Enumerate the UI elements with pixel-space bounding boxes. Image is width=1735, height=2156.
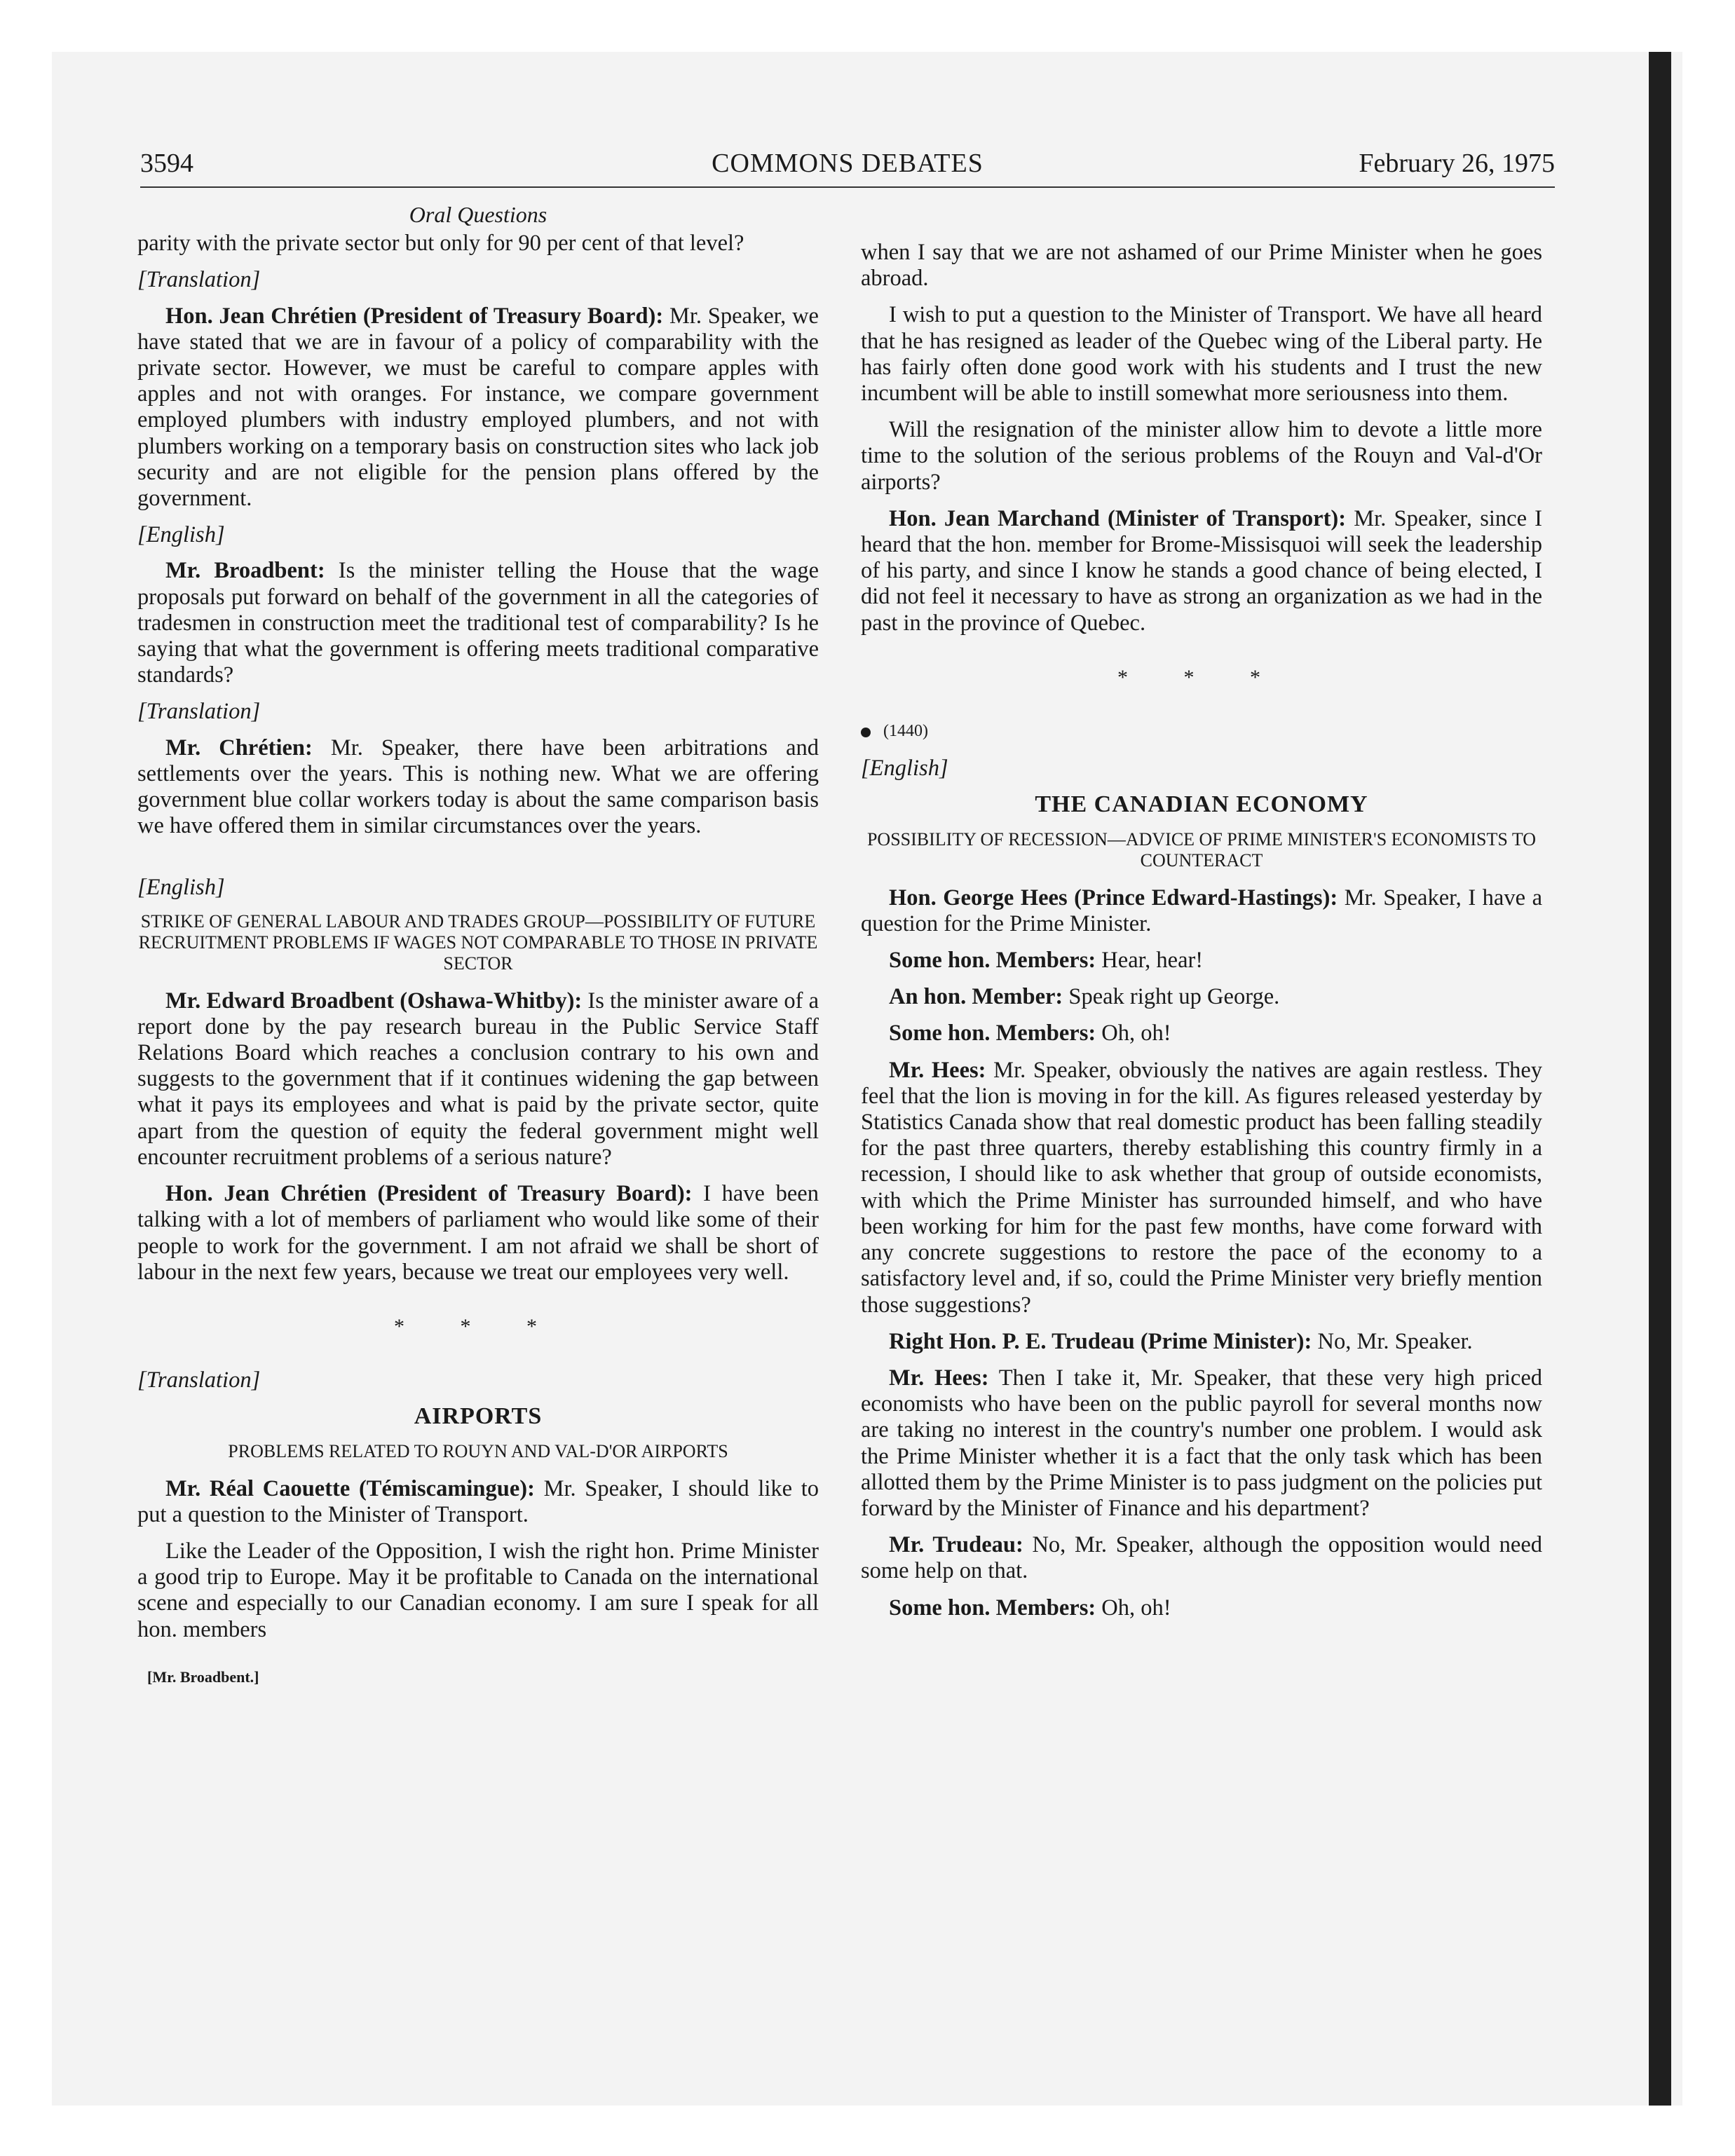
page-number: 3594: [140, 149, 193, 178]
speaker-name: Mr. Edward Broadbent (Oshawa-Whitby):: [165, 988, 583, 1014]
subheading: PROBLEMS RELATED TO ROUYN AND VAL-D'OR AIRPORTS: [228, 1440, 728, 1461]
publication-title: COMMONS DEBATES: [712, 149, 984, 178]
speaker-name: Hon. Jean Chrétien (President of Treasury Board):: [165, 303, 664, 329]
paragraph: [861, 885, 1542, 937]
section-heading: THE CANADIAN ECONOMY: [1035, 791, 1368, 818]
speech-text: Mr. Speaker, we have stated that we are in favour of a policy of comparability with the private sector. However, we must be careful to compare apples with apples and not with oranges. For instance, we compare government employed plumbers with industry employed plumbers, and not with plumbers working on a temporary basis on construction sites who lack job security and are not eligible for the pension plans offered by the government.: [137, 303, 819, 512]
paragraph: [137, 1476, 819, 1528]
time-stamp: [861, 718, 1542, 744]
speech-text: Then I take it, Mr. Speaker, that these very high priced economists who have been on the public payroll for several months now are taking no interest in the country's number one problem. I would ask the Prime Minister whether it is a fact that the only task which has been allotted them by the Prime Minister is to pass judgment on the policies put forward by the Minister of Finance and his department?: [861, 1365, 1543, 1521]
paragraph: [861, 984, 1542, 1010]
language-marker: [Translation]: [137, 699, 261, 725]
speaker-name: Mr. Broadbent:: [165, 558, 325, 584]
speaker-name: Some hon. Members:: [889, 1595, 1096, 1621]
speaker-name: Mr. Chrétien:: [165, 735, 313, 760]
speech-text: Oh, oh!: [1096, 1021, 1171, 1046]
language-marker: [Translation]: [137, 1367, 261, 1393]
speech-text: Mr. Speaker, since I heard that the hon. member for Brome-Missisquoi will seek the leadership of his party, and since I know he stands a good chance of being elected, I did not feel it necessary to have as strong an organization as we had in the past in the province of Quebec.: [861, 505, 1543, 636]
paragraph: Will the resignation of the minister allow him to devote a little more time to the solution of the serious problems of the Rouyn and Val-d'Or airports?: [861, 417, 1542, 495]
section-separator: * * *: [394, 1314, 562, 1338]
speech-text: Oh, oh!: [1096, 1595, 1171, 1621]
paragraph: [861, 1058, 1542, 1318]
time-stamp-text: (1440): [883, 722, 928, 741]
language-marker: [Translation]: [137, 267, 261, 293]
speaker-name: Hon. Jean Marchand (Minister of Transport):: [889, 505, 1347, 531]
speaker-name: Some hon. Members:: [889, 948, 1096, 974]
speech-text: No, Mr. Speaker.: [1312, 1328, 1473, 1354]
speaker-footnote: [Mr. Broadbent.]: [147, 1667, 259, 1686]
speaker-name: Mr. Hees:: [889, 1057, 986, 1083]
speaker-name: Mr. Trudeau:: [889, 1532, 1023, 1558]
speech-text: Hear, hear!: [1096, 948, 1204, 974]
speech-text: Is the minister aware of a report done by the pay research bureau in the Public Service Staff Relations Board which reaches a conclusion contrary to his own and suggests to the government that if it continues widening the gap between what it pays its employees and what is paid by the private sector, quite apart from the question of equity the federal government might well encounter recruitment problems of a serious nature?: [137, 988, 819, 1170]
speaker-name: An hon. Member:: [889, 984, 1063, 1010]
paragraph: [137, 558, 819, 688]
paragraph: [861, 1365, 1542, 1522]
paragraph: parity with the private sector but only for 90 per cent of that level?: [137, 231, 744, 257]
paragraph: [861, 506, 1542, 636]
scan-edge-bar: [1649, 52, 1671, 2106]
paragraph: [861, 1329, 1542, 1355]
paragraph: when I say that we are not ashamed of our Prime Minister when he goes abroad.: [861, 240, 1542, 292]
speech-text: Mr. Speaker, there have been arbitrations and settlements over the years. This is nothing new. What we are offering government blue collar workers today is about the same comparison basis we have offered them in similar circumstances over the years.: [137, 735, 819, 839]
speech-text: Mr. Speaker, I should like to put a question to the Minister of Transport.: [137, 1475, 819, 1527]
speaker-name: Right Hon. P. E. Trudeau (Prime Minister):: [889, 1328, 1312, 1354]
paragraph: [137, 988, 819, 1171]
speech-text: Is the minister telling the House that the wage proposals put forward on behalf of the government in all the categories of tradesmen in construction meet the traditional test of comparability? Is he saying that what the government is offering meets traditional comparative standards?: [137, 558, 819, 688]
section-separator: * * *: [1117, 665, 1286, 689]
speaker-name: Mr. Réal Caouette (Témiscamingue):: [165, 1475, 535, 1501]
publication-date: February 26, 1975: [1359, 149, 1555, 178]
left-column: [137, 202, 819, 1690]
paragraph: I wish to put a question to the Minister of Transport. We have all heard that he has resigned as leader of the Quebec wing of the Liberal party. He has fairly often done good work with his students and I trust the new incumbent will be able to instill somewhat more seriousness into them.: [861, 302, 1542, 407]
paragraph: [137, 735, 819, 840]
paragraph: [861, 948, 1542, 974]
language-marker: [English]: [137, 875, 225, 901]
running-head: Oral Questions: [409, 202, 547, 227]
language-marker: [English]: [861, 756, 948, 782]
right-column: [861, 240, 1542, 1632]
page-header: [140, 146, 1555, 188]
paragraph: [137, 303, 819, 512]
paragraph: [861, 1532, 1542, 1584]
language-marker: [English]: [137, 522, 225, 548]
speech-text: No, Mr. Speaker, although the opposition would need some help on that.: [861, 1532, 1542, 1584]
speaker-name: Mr. Hees:: [889, 1365, 989, 1391]
subheading: STRIKE OF GENERAL LABOUR AND TRADES GROUP—POSSIBILITY OF FUTURE RECRUITMENT PROBLEMS IF WAGES NOT COMPARABLE TO THOSE IN PRIVATE SECTOR: [138, 910, 818, 974]
paragraph: [137, 1181, 819, 1285]
speech-text: Speak right up George.: [1063, 984, 1280, 1010]
speech-text: Mr. Speaker, obviously the natives are again restless. They feel that the lion is moving in for the kill. As figures released yesterday by Statistics Canada show that real domestic product has been falling steadily for the past three quarters, thereby establishing this country firmly in a recession, I should like to ask whether that group of outside economists, with which the Prime Minister has surrounded himself, and who have been working for him for the past few months, have come forward with any concrete suggestions to restore the pace of the economy to a satisfactory level and, if so, could the Prime Minister very briefly mention those suggestions?: [861, 1057, 1543, 1318]
subheading: POSSIBILITY OF RECESSION—ADVICE OF PRIME MINISTER'S ECONOMISTS TO COUNTERACT: [866, 828, 1537, 871]
speech-text: Mr. Speaker, I have a question for the Prime Minister.: [861, 885, 1542, 936]
section-heading: AIRPORTS: [414, 1403, 543, 1430]
speech-text: I have been talking with a lot of members of parliament who would like some of their people to work for the government. I am not afraid we shall be short of labour in the next few years, because we treat our employees very well.: [137, 1181, 819, 1285]
speaker-name: Hon. George Hees (Prince Edward-Hastings):: [889, 885, 1338, 910]
speaker-name: Some hon. Members:: [889, 1021, 1096, 1046]
speaker-name: Hon. Jean Chrétien (President of Treasury Board):: [165, 1181, 693, 1207]
paragraph: [861, 1595, 1542, 1621]
paragraph: Like the Leader of the Opposition, I wish the right hon. Prime Minister a good trip to Europe. May it be profitable to Canada on the international scene and especially to our Canadian economy. I am sure I speak for all hon. members: [137, 1538, 819, 1642]
bullet-icon: [861, 728, 871, 737]
paragraph: [861, 1021, 1542, 1046]
